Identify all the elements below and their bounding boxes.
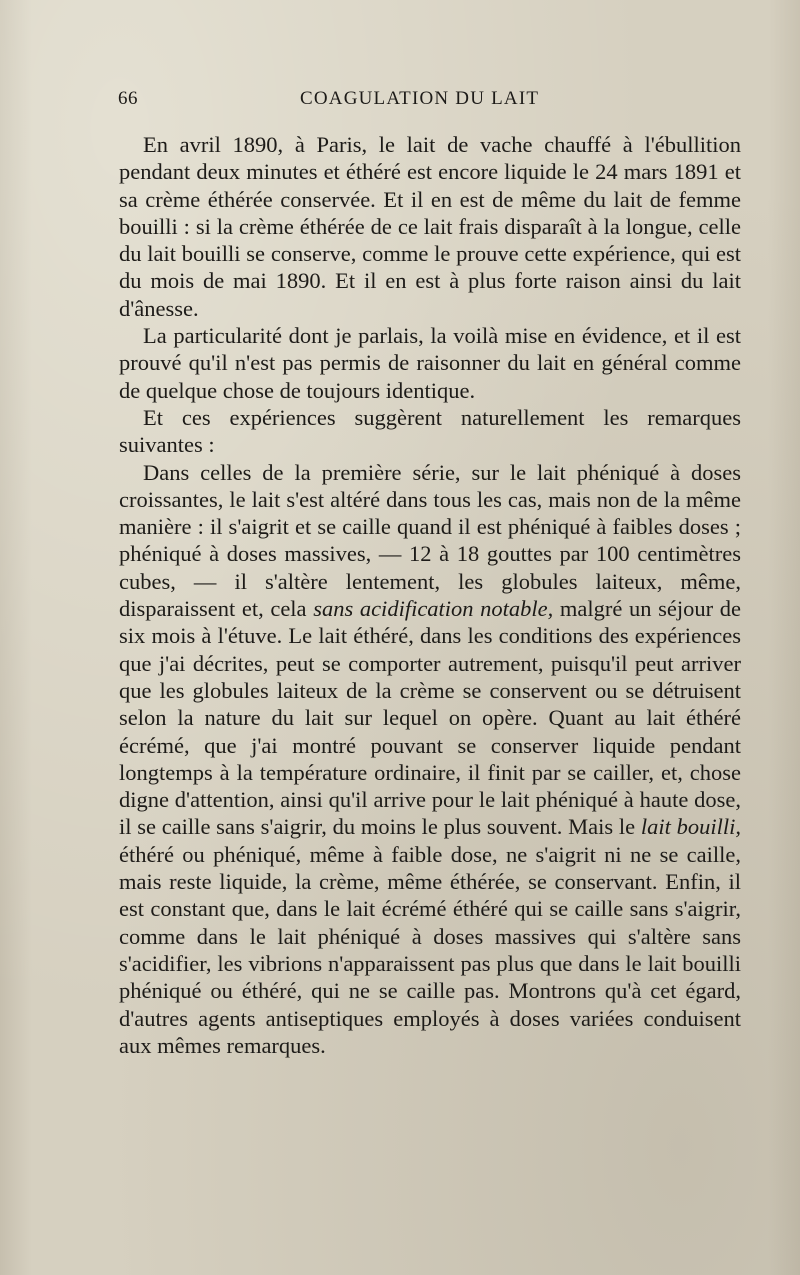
paragraph-4-text-middle: malgré un séjour de six mois à l'étuve. Le lait éthéré, dans les conditions des expériences que j'ai décrites, peut se comporter autrement, puisqu'il peut arriver que les globules laiteux de la crème se conservent ou se détruisent selon la nature du lait sur lequel on opère. Quant au lait éthéré écrémé, que j'ai montré pouvant se conserver liquide pendant longtemps à la température ordinaire, il finit par se cailler, et, chose digne d'attention, ainsi qu'il arrive pour le lait phéniqué à haute dose, il se caille sans s'aigrir, du moins le plus souvent. Mais le — [119, 596, 741, 840]
paragraph-1: En avril 1890, à Paris, le lait de vache chauffé à l'ébullition pendant deux minutes et éthéré est encore liquide le 24 mars 1891 et sa crème éthérée conservée. Et il en est de même du lait de femme bouilli : si la crème éthérée de ce lait frais disparaît à la longue, celle du lait bouilli se conserve, comme le prouve cette expérience, qui est du mois de mai 1890. Et il en est à plus forte raison ainsi du lait d'ânesse. — [119, 132, 741, 321]
paragraph-3: Et ces expériences suggèrent naturellement les remarques suivantes : — [119, 404, 741, 458]
running-head — [118, 88, 738, 118]
body-text — [119, 131, 741, 1059]
running-title: COAGULATION DU LAIT — [300, 88, 540, 109]
page-number: 66 — [118, 88, 138, 109]
paragraph-2: La particularité dont je parlais, la voilà mise en évidence, et il est prouvé qu'il n'est pas permis de raisonner du lait en général comme de quelque chose de toujours identique. — [119, 323, 741, 403]
italic-lait-bouilli: lait bouilli, — [640, 814, 741, 840]
paragraph-4-text-start: Dans celles de la première série, sur le lait phéniqué à doses croissantes, le lait s'est altéré dans tous les cas, mais non de la même manière : il s'aigrit et se caille quand il est phéniqué à faibles doses ; phéniqué à doses massives, — 12 à 18 gouttes par 100 centimètres cubes, — il s'altère lentement, les globules laiteux, même, disparaissent et, cela — [119, 459, 741, 622]
paragraph-4 — [119, 459, 741, 1060]
italic-sans-acidification: sans acidification notable, — [313, 596, 554, 622]
paragraph-4-text-end: éthéré ou phéniqué, même à faible dose, ne s'aigrit ni ne se caille, mais reste liquide, la crème, même éthérée, se conservant. Enfin, il est constant que, dans le lait écrémé éthéré qui se caille sans s'aigrir, comme dans le lait phéniqué à doses massives qui s'altère sans s'acidifier, les vibrions n'apparaissent pas plus que dans le lait bouilli phéniqué ou éthéré, qui ne se caille pas. Montrons qu'à cet égard, d'autres agents antiseptiques employés à doses variées conduisent aux mêmes remarques. — [119, 841, 741, 1058]
